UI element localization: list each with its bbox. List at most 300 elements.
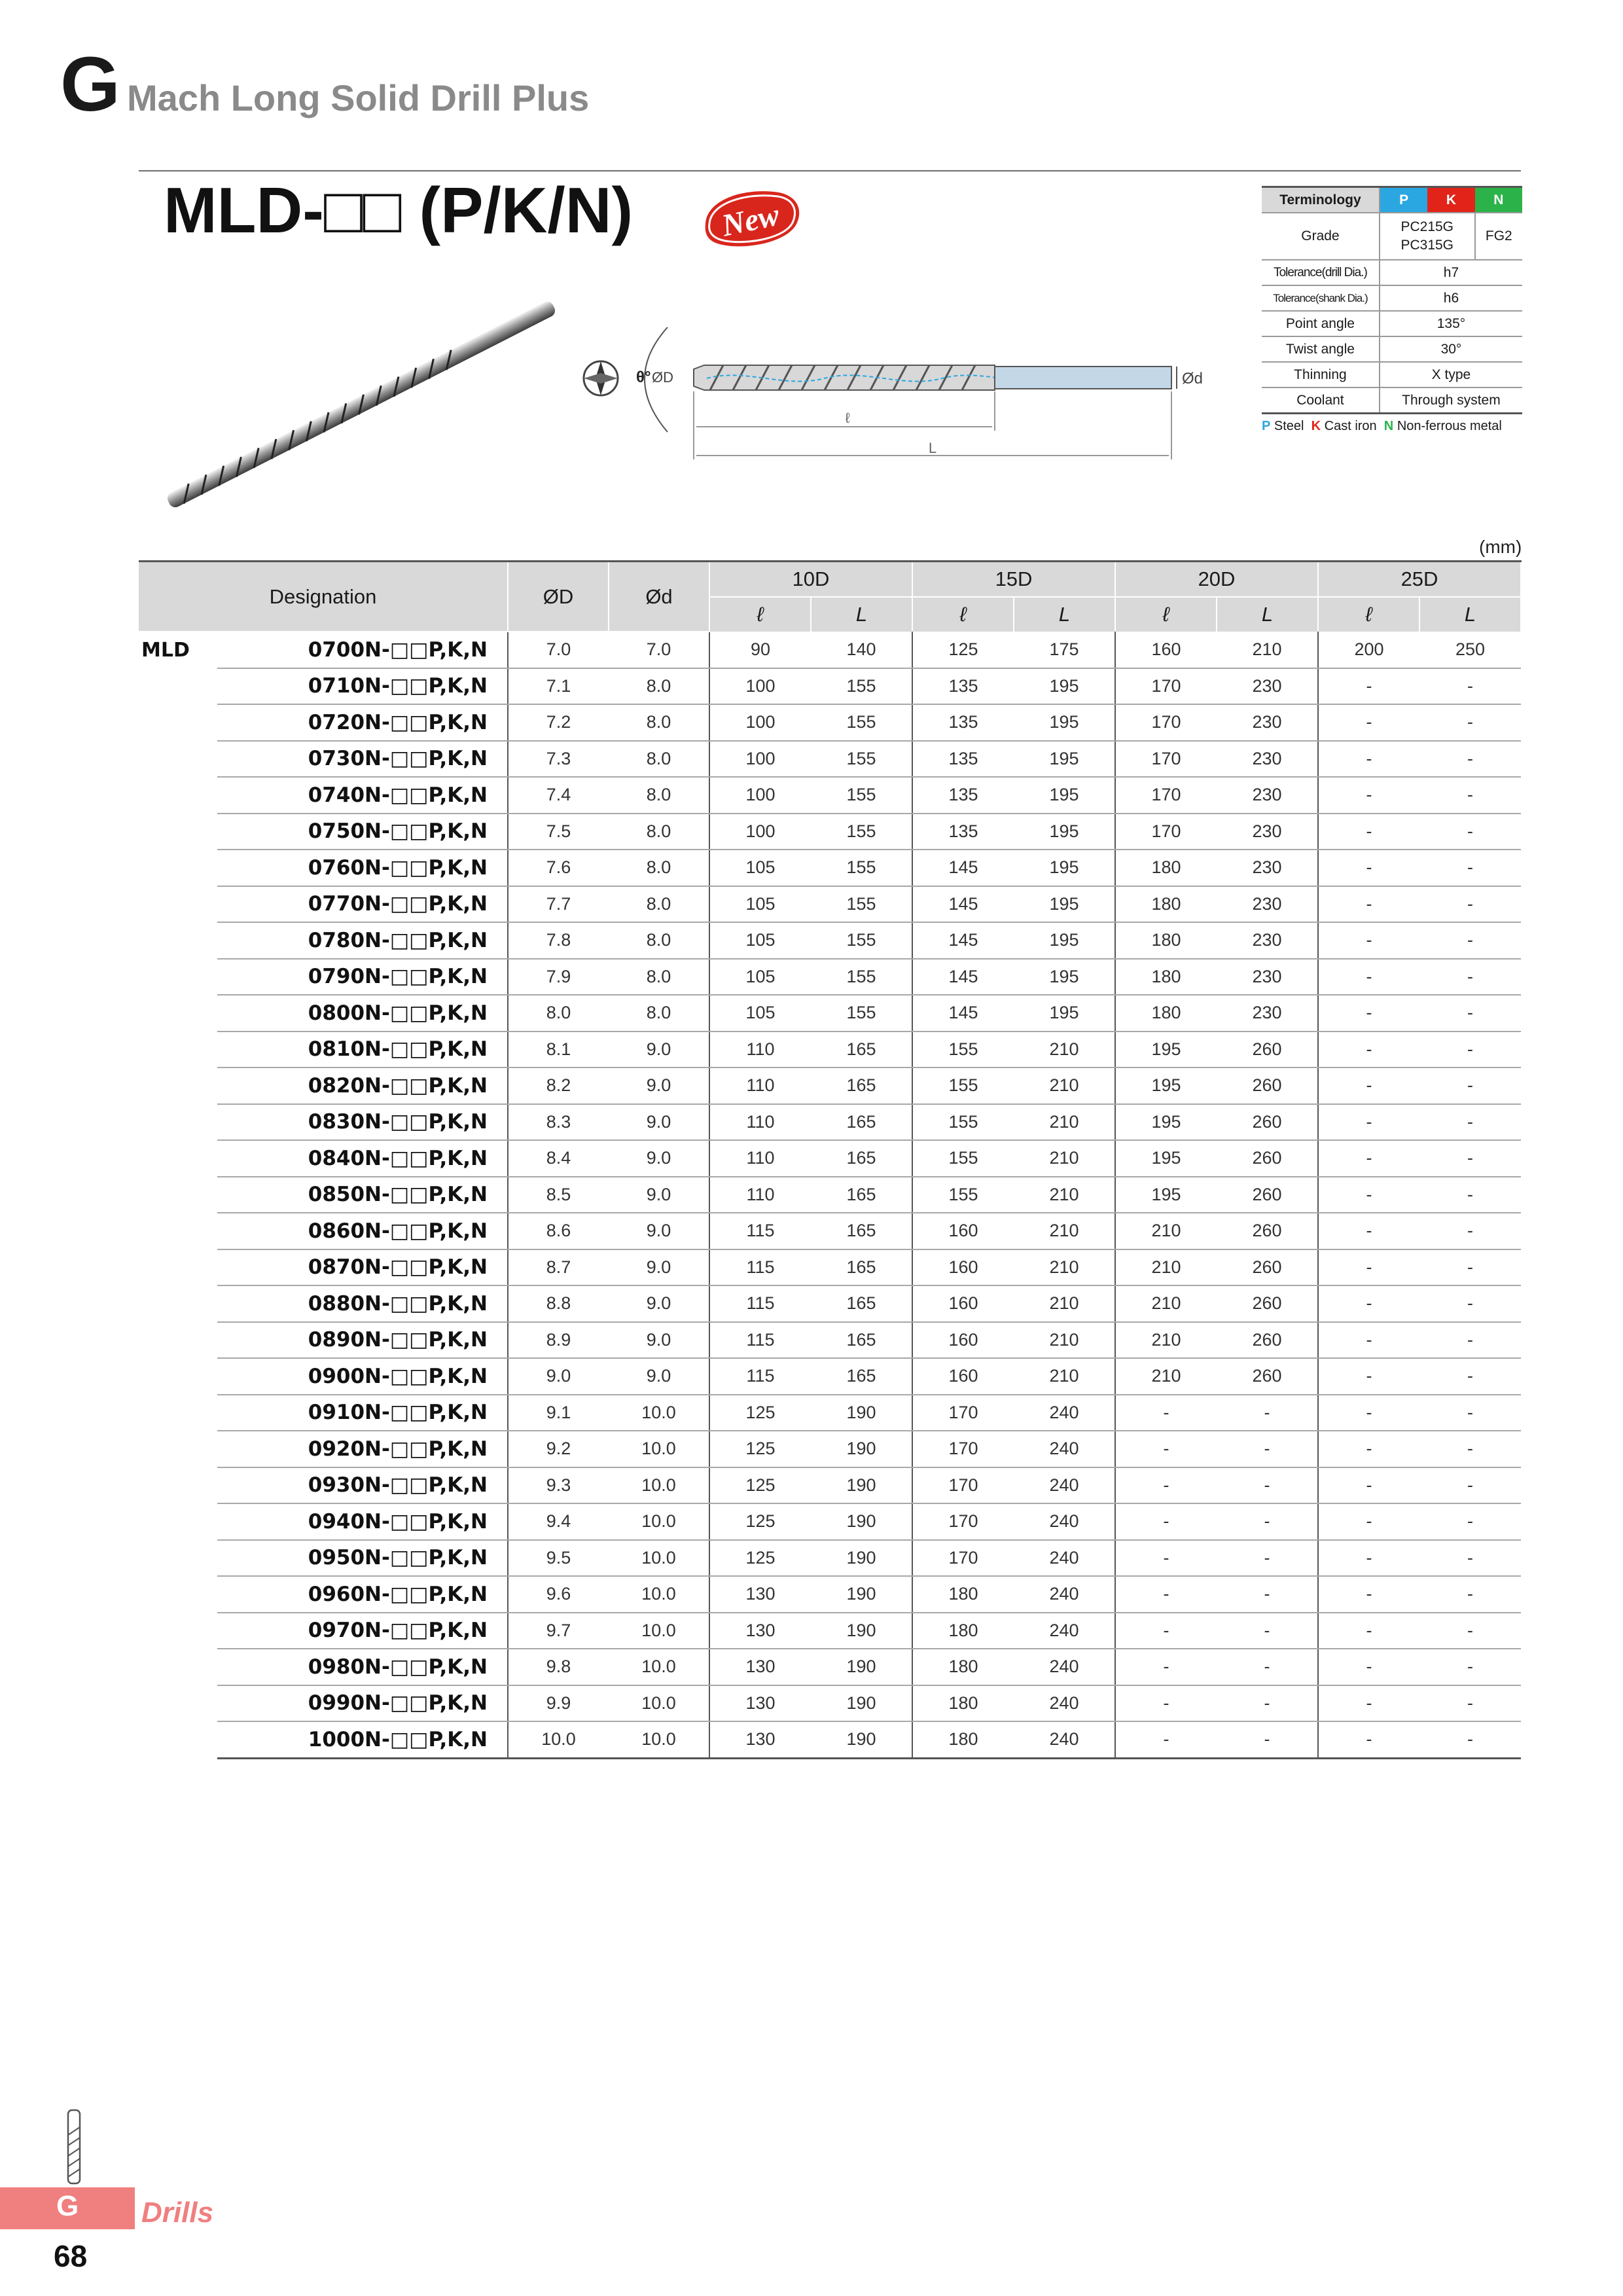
- material-legend: [1262, 419, 1502, 434]
- value-cell: -: [1217, 1649, 1318, 1685]
- svg-text:ØD: ØD: [652, 369, 673, 386]
- value-cell: -: [1217, 1721, 1318, 1758]
- table-row: [139, 704, 1521, 741]
- value-cell: 180: [1115, 959, 1217, 996]
- value-cell: 9.6: [508, 1576, 609, 1613]
- value-cell: -: [1318, 1322, 1419, 1359]
- family-cell: [139, 704, 217, 741]
- page-number: 68: [54, 2239, 88, 2273]
- value-cell: -: [1419, 1503, 1521, 1540]
- value-cell: -: [1217, 1503, 1318, 1540]
- value-cell: -: [1318, 1358, 1419, 1395]
- value-cell: 210: [1115, 1213, 1217, 1249]
- value-cell: -: [1318, 668, 1419, 705]
- svg-text:θ°: θ°: [636, 368, 651, 386]
- value-cell: 8.0: [609, 814, 709, 850]
- value-cell: 9.0: [609, 1322, 709, 1359]
- value-cell: 240: [1014, 1395, 1115, 1431]
- spec-label: Thinning: [1262, 362, 1380, 387]
- value-cell: 260: [1217, 1177, 1318, 1213]
- value-cell: -: [1217, 1467, 1318, 1504]
- table-row: [139, 1503, 1521, 1540]
- value-cell: 9.3: [508, 1467, 609, 1504]
- value-cell: 190: [811, 1467, 912, 1504]
- value-cell: 9.0: [609, 1213, 709, 1249]
- spec-label: Tolerance(shank Dia.): [1262, 285, 1380, 311]
- value-cell: 10.0: [609, 1395, 709, 1431]
- value-cell: 8.8: [508, 1285, 609, 1322]
- value-cell: 110: [709, 1140, 811, 1177]
- value-cell: 210: [1115, 1322, 1217, 1359]
- new-badge: [700, 185, 804, 251]
- svg-text:L: L: [928, 440, 937, 456]
- value-cell: -: [1217, 1576, 1318, 1613]
- value-cell: 195: [1115, 1177, 1217, 1213]
- value-cell: -: [1115, 1613, 1217, 1649]
- value-cell: 7.9: [508, 959, 609, 996]
- value-cell: -: [1419, 1395, 1521, 1431]
- value-cell: 135: [912, 741, 1014, 778]
- spec-value: h6: [1380, 285, 1522, 311]
- value-cell: 170: [912, 1540, 1014, 1577]
- value-cell: -: [1115, 1503, 1217, 1540]
- value-cell: 100: [709, 704, 811, 741]
- value-cell: 100: [709, 777, 811, 814]
- value-cell: 135: [912, 777, 1014, 814]
- table-row: [139, 1613, 1521, 1649]
- designation-cell: 0960N-□□P,K,N: [217, 1576, 508, 1613]
- drill-dimension-drawing: [576, 308, 1224, 465]
- spec-value: Through system: [1380, 387, 1522, 414]
- value-cell: 7.1: [508, 668, 609, 705]
- value-cell: 160: [912, 1358, 1014, 1395]
- value-cell: 170: [1115, 704, 1217, 741]
- table-row: [139, 1467, 1521, 1504]
- spec-value: h7: [1380, 260, 1522, 285]
- designation-cell: 0990N-□□P,K,N: [217, 1685, 508, 1722]
- value-cell: 140: [811, 632, 912, 668]
- value-cell: -: [1115, 1576, 1217, 1613]
- value-cell: 8.0: [609, 886, 709, 923]
- designation-cell: 0740N-□□P,K,N: [217, 777, 508, 814]
- value-cell: 260: [1217, 1322, 1318, 1359]
- value-cell: 125: [709, 1467, 811, 1504]
- value-cell: 190: [811, 1576, 912, 1613]
- value-cell: -: [1419, 1649, 1521, 1685]
- value-cell: 130: [709, 1649, 811, 1685]
- svg-text:ℓ: ℓ: [845, 410, 850, 426]
- material-n: N: [1475, 187, 1522, 213]
- header-l: ℓ: [1318, 597, 1419, 632]
- designation-cell: 0910N-□□P,K,N: [217, 1395, 508, 1431]
- family-cell: [139, 1322, 217, 1359]
- table-row: [139, 1395, 1521, 1431]
- value-cell: 8.0: [609, 850, 709, 886]
- designation-cell: 0880N-□□P,K,N: [217, 1285, 508, 1322]
- value-cell: 190: [811, 1613, 912, 1649]
- value-cell: 210: [1217, 632, 1318, 668]
- value-cell: -: [1318, 777, 1419, 814]
- value-cell: 10.0: [609, 1431, 709, 1467]
- value-cell: 115: [709, 1358, 811, 1395]
- value-cell: 260: [1217, 1249, 1318, 1286]
- value-cell: -: [1115, 1721, 1217, 1758]
- value-cell: 8.0: [609, 995, 709, 1031]
- value-cell: 230: [1217, 922, 1318, 959]
- value-cell: 180: [1115, 850, 1217, 886]
- value-cell: 240: [1014, 1576, 1115, 1613]
- value-cell: -: [1419, 1067, 1521, 1104]
- value-cell: 230: [1217, 995, 1318, 1031]
- value-cell: 155: [811, 995, 912, 1031]
- value-cell: -: [1318, 1576, 1419, 1613]
- value-cell: 7.5: [508, 814, 609, 850]
- value-cell: 8.0: [609, 922, 709, 959]
- value-cell: 155: [811, 741, 912, 778]
- value-cell: 8.5: [508, 1177, 609, 1213]
- value-cell: 195: [1014, 704, 1115, 741]
- value-cell: 115: [709, 1322, 811, 1359]
- value-cell: 10.0: [609, 1540, 709, 1577]
- value-cell: -: [1419, 1249, 1521, 1286]
- header-L: L: [811, 597, 912, 632]
- table-row: [139, 1285, 1521, 1322]
- table-row: [139, 1031, 1521, 1068]
- family-cell: [139, 850, 217, 886]
- value-cell: 155: [811, 668, 912, 705]
- value-cell: 9.5: [508, 1540, 609, 1577]
- table-row: [139, 922, 1521, 959]
- value-cell: 210: [1014, 1177, 1115, 1213]
- designation-cell: 0800N-□□P,K,N: [217, 995, 508, 1031]
- value-cell: -: [1318, 959, 1419, 996]
- drill-icon: [64, 2109, 84, 2186]
- value-cell: -: [1217, 1395, 1318, 1431]
- value-cell: -: [1318, 1177, 1419, 1213]
- value-cell: 8.6: [508, 1213, 609, 1249]
- value-cell: 195: [1014, 668, 1115, 705]
- header-divider: [139, 170, 1521, 171]
- header-group-25d: 25D: [1318, 562, 1521, 598]
- designation-cell: 0970N-□□P,K,N: [217, 1613, 508, 1649]
- value-cell: 230: [1217, 668, 1318, 705]
- value-cell: 130: [709, 1685, 811, 1722]
- value-cell: 190: [811, 1721, 912, 1758]
- family-cell: [139, 1140, 217, 1177]
- designation-cell: 0770N-□□P,K,N: [217, 886, 508, 923]
- value-cell: 7.0: [609, 632, 709, 668]
- value-cell: 125: [709, 1431, 811, 1467]
- designation-cell: 0820N-□□P,K,N: [217, 1067, 508, 1104]
- value-cell: 155: [912, 1104, 1014, 1141]
- table-row: [139, 814, 1521, 850]
- value-cell: 130: [709, 1576, 811, 1613]
- value-cell: -: [1318, 1249, 1419, 1286]
- family-cell: [139, 1613, 217, 1649]
- value-cell: 195: [1115, 1067, 1217, 1104]
- value-cell: 190: [811, 1685, 912, 1722]
- value-cell: 7.6: [508, 850, 609, 886]
- value-cell: 8.0: [508, 995, 609, 1031]
- value-cell: 105: [709, 886, 811, 923]
- value-cell: 195: [1014, 777, 1115, 814]
- value-cell: 145: [912, 995, 1014, 1031]
- value-cell: -: [1419, 1358, 1521, 1395]
- value-cell: 190: [811, 1431, 912, 1467]
- table-row: [139, 1576, 1521, 1613]
- value-cell: -: [1318, 1467, 1419, 1504]
- table-row: [139, 1431, 1521, 1467]
- unit-label: (mm): [1479, 537, 1522, 557]
- value-cell: 10.0: [609, 1649, 709, 1685]
- value-cell: 180: [912, 1613, 1014, 1649]
- value-cell: 125: [912, 632, 1014, 668]
- product-title: MLD-□□ (P/K/N): [164, 174, 633, 246]
- value-cell: -: [1419, 668, 1521, 705]
- value-cell: 240: [1014, 1467, 1115, 1504]
- header-group-15d: 15D: [912, 562, 1115, 598]
- table-row: [139, 1322, 1521, 1359]
- value-cell: 170: [912, 1467, 1014, 1504]
- value-cell: 7.7: [508, 886, 609, 923]
- header-L: L: [1419, 597, 1521, 632]
- header-designation: Designation: [139, 562, 508, 632]
- header-l: ℓ: [1115, 597, 1217, 632]
- value-cell: 195: [1014, 922, 1115, 959]
- value-cell: 145: [912, 886, 1014, 923]
- family-cell: [139, 814, 217, 850]
- legend-p: P: [1262, 419, 1271, 433]
- table-row: [139, 1213, 1521, 1249]
- grade-pk-1: PC215G: [1400, 219, 1454, 234]
- value-cell: 130: [709, 1613, 811, 1649]
- value-cell: 240: [1014, 1613, 1115, 1649]
- value-cell: 230: [1217, 814, 1318, 850]
- designation-cell: 0930N-□□P,K,N: [217, 1467, 508, 1504]
- value-cell: 170: [912, 1395, 1014, 1431]
- header-l: ℓ: [912, 597, 1014, 632]
- value-cell: 115: [709, 1213, 811, 1249]
- table-row: [139, 850, 1521, 886]
- value-cell: 110: [709, 1067, 811, 1104]
- table-row: [139, 886, 1521, 923]
- value-cell: 190: [811, 1649, 912, 1685]
- value-cell: 130: [709, 1721, 811, 1758]
- value-cell: 165: [811, 1285, 912, 1322]
- value-cell: 9.0: [508, 1358, 609, 1395]
- spec-label: Point angle: [1262, 311, 1380, 336]
- value-cell: 240: [1014, 1540, 1115, 1577]
- value-cell: -: [1318, 1721, 1419, 1758]
- value-cell: 210: [1115, 1358, 1217, 1395]
- value-cell: 9.9: [508, 1685, 609, 1722]
- value-cell: -: [1318, 1649, 1419, 1685]
- value-cell: 155: [811, 777, 912, 814]
- family-cell: [139, 1104, 217, 1141]
- drill-photo-icon: [139, 300, 584, 509]
- svg-text:Ød: Ød: [1182, 370, 1204, 387]
- value-cell: 90: [709, 632, 811, 668]
- value-cell: 210: [1115, 1249, 1217, 1286]
- value-cell: 210: [1014, 1358, 1115, 1395]
- designation-cell: 0710N-□□P,K,N: [217, 668, 508, 705]
- new-badge-text: New: [719, 197, 783, 243]
- value-cell: 110: [709, 1031, 811, 1068]
- value-cell: 180: [1115, 886, 1217, 923]
- value-cell: 170: [1115, 668, 1217, 705]
- designation-cell: 0870N-□□P,K,N: [217, 1249, 508, 1286]
- value-cell: -: [1318, 1685, 1419, 1722]
- family-cell: [139, 1213, 217, 1249]
- designation-cell: 0850N-□□P,K,N: [217, 1177, 508, 1213]
- value-cell: 180: [912, 1685, 1014, 1722]
- header-dia-D: ØD: [508, 562, 609, 632]
- value-cell: -: [1318, 1104, 1419, 1141]
- designation-cell: 0730N-□□P,K,N: [217, 741, 508, 778]
- designation-cell: 0900N-□□P,K,N: [217, 1358, 508, 1395]
- value-cell: 7.3: [508, 741, 609, 778]
- value-cell: 170: [912, 1431, 1014, 1467]
- value-cell: 260: [1217, 1140, 1318, 1177]
- value-cell: -: [1318, 922, 1419, 959]
- value-cell: 10.0: [609, 1685, 709, 1722]
- spec-grade-pk: [1380, 213, 1475, 260]
- value-cell: 160: [912, 1285, 1014, 1322]
- value-cell: 170: [1115, 814, 1217, 850]
- value-cell: 100: [709, 814, 811, 850]
- value-cell: 195: [1014, 814, 1115, 850]
- value-cell: 200: [1318, 632, 1419, 668]
- family-cell: [139, 886, 217, 923]
- value-cell: 9.2: [508, 1431, 609, 1467]
- table-row: [139, 995, 1521, 1031]
- value-cell: -: [1217, 1431, 1318, 1467]
- material-p: P: [1380, 187, 1427, 213]
- family-cell: MLD: [141, 638, 190, 662]
- table-row: [139, 1104, 1521, 1141]
- value-cell: 9.0: [609, 1067, 709, 1104]
- value-cell: -: [1318, 1503, 1419, 1540]
- value-cell: 100: [709, 668, 811, 705]
- value-cell: 8.0: [609, 704, 709, 741]
- value-cell: 210: [1115, 1285, 1217, 1322]
- value-cell: 9.0: [609, 1358, 709, 1395]
- value-cell: 160: [912, 1322, 1014, 1359]
- value-cell: 240: [1014, 1649, 1115, 1685]
- value-cell: 9.0: [609, 1285, 709, 1322]
- value-cell: -: [1419, 741, 1521, 778]
- value-cell: 9.7: [508, 1613, 609, 1649]
- value-cell: -: [1419, 1467, 1521, 1504]
- value-cell: -: [1419, 1322, 1521, 1359]
- value-cell: 195: [1014, 741, 1115, 778]
- table-row: [139, 632, 1521, 668]
- designation-cell: 0950N-□□P,K,N: [217, 1540, 508, 1577]
- table-row: [139, 1140, 1521, 1177]
- value-cell: 180: [1115, 995, 1217, 1031]
- family-cell: [139, 1177, 217, 1213]
- value-cell: 240: [1014, 1503, 1115, 1540]
- material-k: K: [1427, 187, 1474, 213]
- legend-k-text: Cast iron: [1324, 419, 1377, 433]
- value-cell: 230: [1217, 959, 1318, 996]
- value-cell: -: [1115, 1467, 1217, 1504]
- header-L: L: [1217, 597, 1318, 632]
- value-cell: 155: [912, 1140, 1014, 1177]
- value-cell: 10.0: [609, 1721, 709, 1758]
- value-cell: 8.9: [508, 1322, 609, 1359]
- family-cell: [139, 1395, 217, 1431]
- value-cell: 8.4: [508, 1140, 609, 1177]
- value-cell: 210: [1014, 1104, 1115, 1141]
- value-cell: 170: [912, 1503, 1014, 1540]
- legend-n: N: [1383, 419, 1394, 433]
- value-cell: -: [1318, 1613, 1419, 1649]
- spec-value: 135°: [1380, 311, 1522, 336]
- value-cell: 125: [709, 1540, 811, 1577]
- value-cell: 240: [1014, 1685, 1115, 1722]
- value-cell: -: [1419, 959, 1521, 996]
- spec-label: Twist angle: [1262, 336, 1380, 362]
- family-cell: [139, 741, 217, 778]
- value-cell: 180: [912, 1649, 1014, 1685]
- value-cell: -: [1419, 1685, 1521, 1722]
- value-cell: 260: [1217, 1104, 1318, 1141]
- table-row: [139, 777, 1521, 814]
- table-row: [139, 1540, 1521, 1577]
- value-cell: 195: [1115, 1140, 1217, 1177]
- value-cell: 260: [1217, 1213, 1318, 1249]
- value-cell: 165: [811, 1067, 912, 1104]
- value-cell: 9.0: [609, 1177, 709, 1213]
- table-row: [139, 959, 1521, 996]
- value-cell: 210: [1014, 1031, 1115, 1068]
- value-cell: -: [1419, 777, 1521, 814]
- value-cell: -: [1318, 741, 1419, 778]
- value-cell: -: [1318, 1285, 1419, 1322]
- legend-n-text: Non-ferrous metal: [1397, 419, 1502, 433]
- table-row: [139, 1249, 1521, 1286]
- value-cell: 260: [1217, 1031, 1318, 1068]
- value-cell: 8.0: [609, 741, 709, 778]
- value-cell: -: [1318, 1031, 1419, 1068]
- value-cell: -: [1419, 704, 1521, 741]
- value-cell: 230: [1217, 886, 1318, 923]
- value-cell: 165: [811, 1031, 912, 1068]
- designation-cell: 0980N-□□P,K,N: [217, 1649, 508, 1685]
- value-cell: 155: [912, 1067, 1014, 1104]
- family-cell: [139, 668, 217, 705]
- table-row: [139, 1649, 1521, 1685]
- value-cell: 195: [1014, 959, 1115, 996]
- value-cell: 155: [912, 1177, 1014, 1213]
- value-cell: 9.1: [508, 1395, 609, 1431]
- value-cell: 10.0: [508, 1721, 609, 1758]
- value-cell: 110: [709, 1104, 811, 1141]
- family-cell: [139, 1358, 217, 1395]
- value-cell: 125: [709, 1503, 811, 1540]
- value-cell: 155: [811, 959, 912, 996]
- value-cell: 165: [811, 1358, 912, 1395]
- spec-value: 30°: [1380, 336, 1522, 362]
- designation-cell: 0940N-□□P,K,N: [217, 1503, 508, 1540]
- family-cell: [139, 1285, 217, 1322]
- value-cell: -: [1419, 1104, 1521, 1141]
- value-cell: 8.3: [508, 1104, 609, 1141]
- value-cell: 135: [912, 668, 1014, 705]
- value-cell: 165: [811, 1322, 912, 1359]
- designation-cell: 0860N-□□P,K,N: [217, 1213, 508, 1249]
